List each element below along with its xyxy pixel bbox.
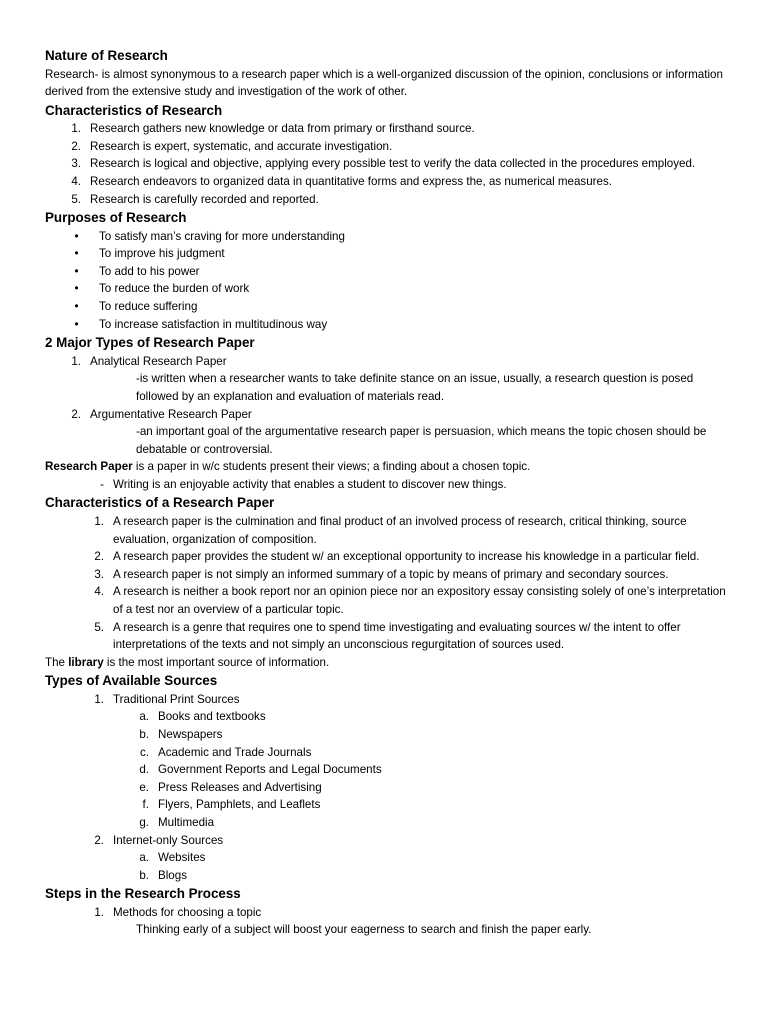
sub-list-item: e. Press Releases and Advertising <box>139 780 322 794</box>
list-item: • To reduce suffering <box>45 298 728 316</box>
list-item: 3. A research paper is not simply an informed summary of a topic by means of primary and secondary sources. <box>94 567 669 581</box>
list-item: 2. Argumentative Research Paper <box>71 407 252 421</box>
heading-characteristics-of-research: Characteristics of Research <box>45 102 223 118</box>
list-item: 2. Internet-only Sources <box>94 833 224 847</box>
list-item: 2. A research paper provides the student w/ an exceptional opportunity to increase his knowledge in a particular field. <box>94 550 700 564</box>
list-item: • To increase satisfaction in multitudinous way <box>45 316 728 334</box>
sources-list <box>45 691 728 885</box>
list-item: 4. A research is neither a book report nor an opinion piece nor an expository essay consisting solely of one’s interpretation of a test nor an overview of a particular topic. <box>94 585 726 616</box>
list-item: 1. Traditional Print Sources <box>94 692 240 706</box>
list-item: • To add to his power <box>45 263 728 281</box>
heading-steps-research-process: Steps in the Research Process <box>45 886 241 902</box>
list-item: 1. Research gathers new knowledge or data from primary or firsthand source. <box>71 122 475 136</box>
type-description: -an important goal of the argumentative research paper is persuasion, which means the topic chosen should be debatable or controversial. <box>136 425 707 456</box>
list-item: • To improve his judgment <box>45 245 728 263</box>
list-item: 2. Research is expert, systematic, and accurate investigation. <box>71 139 393 153</box>
list-item: 1. A research paper is the culmination and final product of an involved process of research, critical thinking, source evaluation, organization of composition. <box>94 514 687 546</box>
characteristics-research-list <box>45 120 728 208</box>
sub-list-item: f. Flyers, Pamphlets, and Leaflets <box>142 798 321 812</box>
research-paper-definition: Research Paper is a paper in w/c students present their views; a finding about a chosen topic. <box>45 460 531 474</box>
heading-characteristics-of-paper: Characteristics of a Research Paper <box>45 495 275 511</box>
bullet-icon: • <box>74 282 79 296</box>
sub-list-item: a. Websites <box>139 851 206 865</box>
type-description: -is written when a researcher wants to take definite stance on an issue, usually, a research question is posed followed by an explanation and evaluation of materials read. <box>136 372 694 403</box>
sub-list-item: b. Blogs <box>139 868 188 882</box>
list-item: - Writing is an enjoyable activity that enables a student to discover new things. <box>100 477 507 491</box>
characteristics-paper-list <box>45 513 728 654</box>
bullet-icon: • <box>74 247 79 261</box>
sub-list-item: g. Multimedia <box>139 815 215 829</box>
bullet-icon: • <box>74 317 79 331</box>
research-paper-term: Research Paper <box>45 460 133 474</box>
sub-list-item: b. Newspapers <box>139 728 223 741</box>
bullet-icon: • <box>74 300 79 314</box>
list-item: 4. Research endeavors to organized data in quantitative forms and express the, as numerical measures. <box>71 174 613 188</box>
heading-nature-of-research: Nature of Research <box>45 48 168 63</box>
purposes-list <box>45 228 728 334</box>
list-item: • To satisfy man’s craving for more understanding <box>45 228 728 246</box>
list-item: 1. Methods for choosing a topic <box>94 905 262 919</box>
list-item: 1. Analytical Research Paper <box>71 354 227 368</box>
heading-purposes-of-research: Purposes of Research <box>45 210 187 226</box>
library-sentence: The library is the most important source of information. <box>45 655 330 669</box>
steps-list <box>45 904 728 939</box>
heading-types-of-sources: Types of Available Sources <box>45 673 218 689</box>
library-term: library <box>68 655 104 669</box>
step-description: Thinking early of a subject will boost your eagerness to search and finish the paper early. <box>136 923 592 937</box>
nature-paragraph: Research- is almost synonymous to a research paper which is a well-organized discussion of the opinion, conclusions or information derived from the extensive study and investigation of the work of other. <box>45 67 723 99</box>
list-item: 5. Research is carefully recorded and reported. <box>71 192 319 206</box>
bullet-icon: • <box>74 229 79 243</box>
list-item: • To reduce the burden of work <box>45 280 728 298</box>
bullet-icon: • <box>74 264 79 278</box>
sub-list-item: c. Academic and Trade Journals <box>139 745 312 759</box>
sub-list-item: d. Government Reports and Legal Documents <box>139 763 382 777</box>
sub-list-item: a. Books and textbooks <box>139 710 266 724</box>
list-item: 3. Research is logical and objective, applying every possible test to verify the data collected in the procedures employed. <box>71 157 696 171</box>
list-item: 5. A research is a genre that requires one to spend time investigating and evaluating sources w/ the intent to offer interpretations of the texts and not simply an unconscious regurgitation of sources used. <box>94 620 681 652</box>
major-types-list <box>45 353 728 459</box>
heading-major-types: 2 Major Types of Research Paper <box>45 335 255 351</box>
